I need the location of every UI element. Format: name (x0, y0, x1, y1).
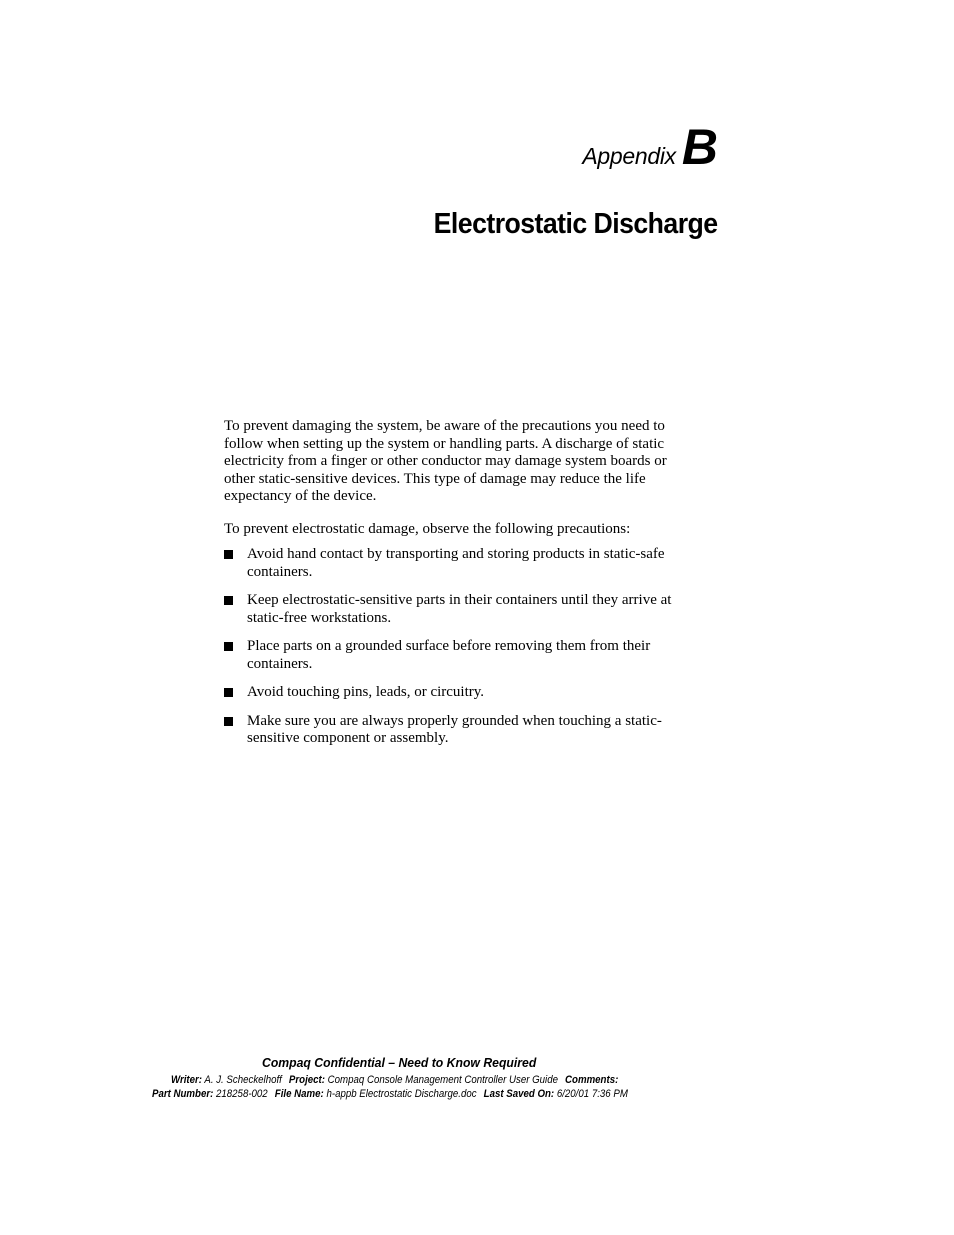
footer-metadata-line-1 (171, 1074, 618, 1086)
intro-paragraph: To prevent damaging the system, be aware of the precautions you need to follow when setting up the system or handling parts. A discharge of static electricity from a finger or other conductor may damage system boards or other static-sensitive devices. This type of damage may reduce the life expectancy of the device. (224, 418, 667, 504)
part-number-label: Part Number: (152, 1088, 214, 1100)
footer-confidential: Compaq Confidential – Need to Know Required (262, 1055, 537, 1070)
precautions-list (224, 546, 694, 748)
square-bullet-icon (224, 688, 233, 697)
list-item-text: Avoid hand contact by transporting and storing products in static-safe containers. (247, 546, 665, 580)
list-item-text: Place parts on a grounded surface before removing them from their containers. (247, 638, 651, 672)
list-item-text: Make sure you are always properly grounded when touching a static-sensitive component or assembly. (247, 712, 662, 746)
comments-label: Comments: (565, 1074, 619, 1086)
square-bullet-icon (224, 717, 233, 726)
list-item (224, 684, 692, 702)
square-bullet-icon (224, 596, 233, 605)
project-label: Project: (288, 1074, 325, 1086)
body-content (224, 418, 694, 759)
last-saved-value: 6/20/01 7:36 PM (556, 1088, 628, 1100)
part-number-value: 218258-002 (216, 1088, 268, 1100)
file-name-value: h-appb Electrostatic Discharge.doc (326, 1088, 477, 1100)
precautions-lead: To prevent electrostatic damage, observe the following precautions: (224, 520, 631, 537)
appendix-word: Appendix (582, 143, 676, 169)
list-item-text: Avoid touching pins, leads, or circuitry. (247, 684, 485, 700)
list-item (224, 546, 692, 581)
file-name-label: File Name: (274, 1088, 324, 1100)
list-item (224, 713, 692, 748)
last-saved-label: Last Saved On: (483, 1088, 555, 1100)
list-item (224, 592, 692, 627)
writer-label: Writer: (171, 1074, 203, 1086)
project-value: Compaq Console Management Controller User Guide (327, 1074, 558, 1086)
list-item (224, 638, 692, 673)
page-title: Electrostatic Discharge (434, 208, 718, 240)
appendix-heading (582, 119, 718, 175)
list-item-text: Keep electrostatic-sensitive parts in their containers until they arrive at static-free workstations. (247, 592, 672, 626)
square-bullet-icon (224, 550, 233, 559)
writer-value: A. J. Scheckelhoff (204, 1074, 282, 1086)
appendix-letter: B (681, 119, 718, 175)
square-bullet-icon (224, 642, 233, 651)
footer-metadata-line-2 (152, 1088, 632, 1100)
